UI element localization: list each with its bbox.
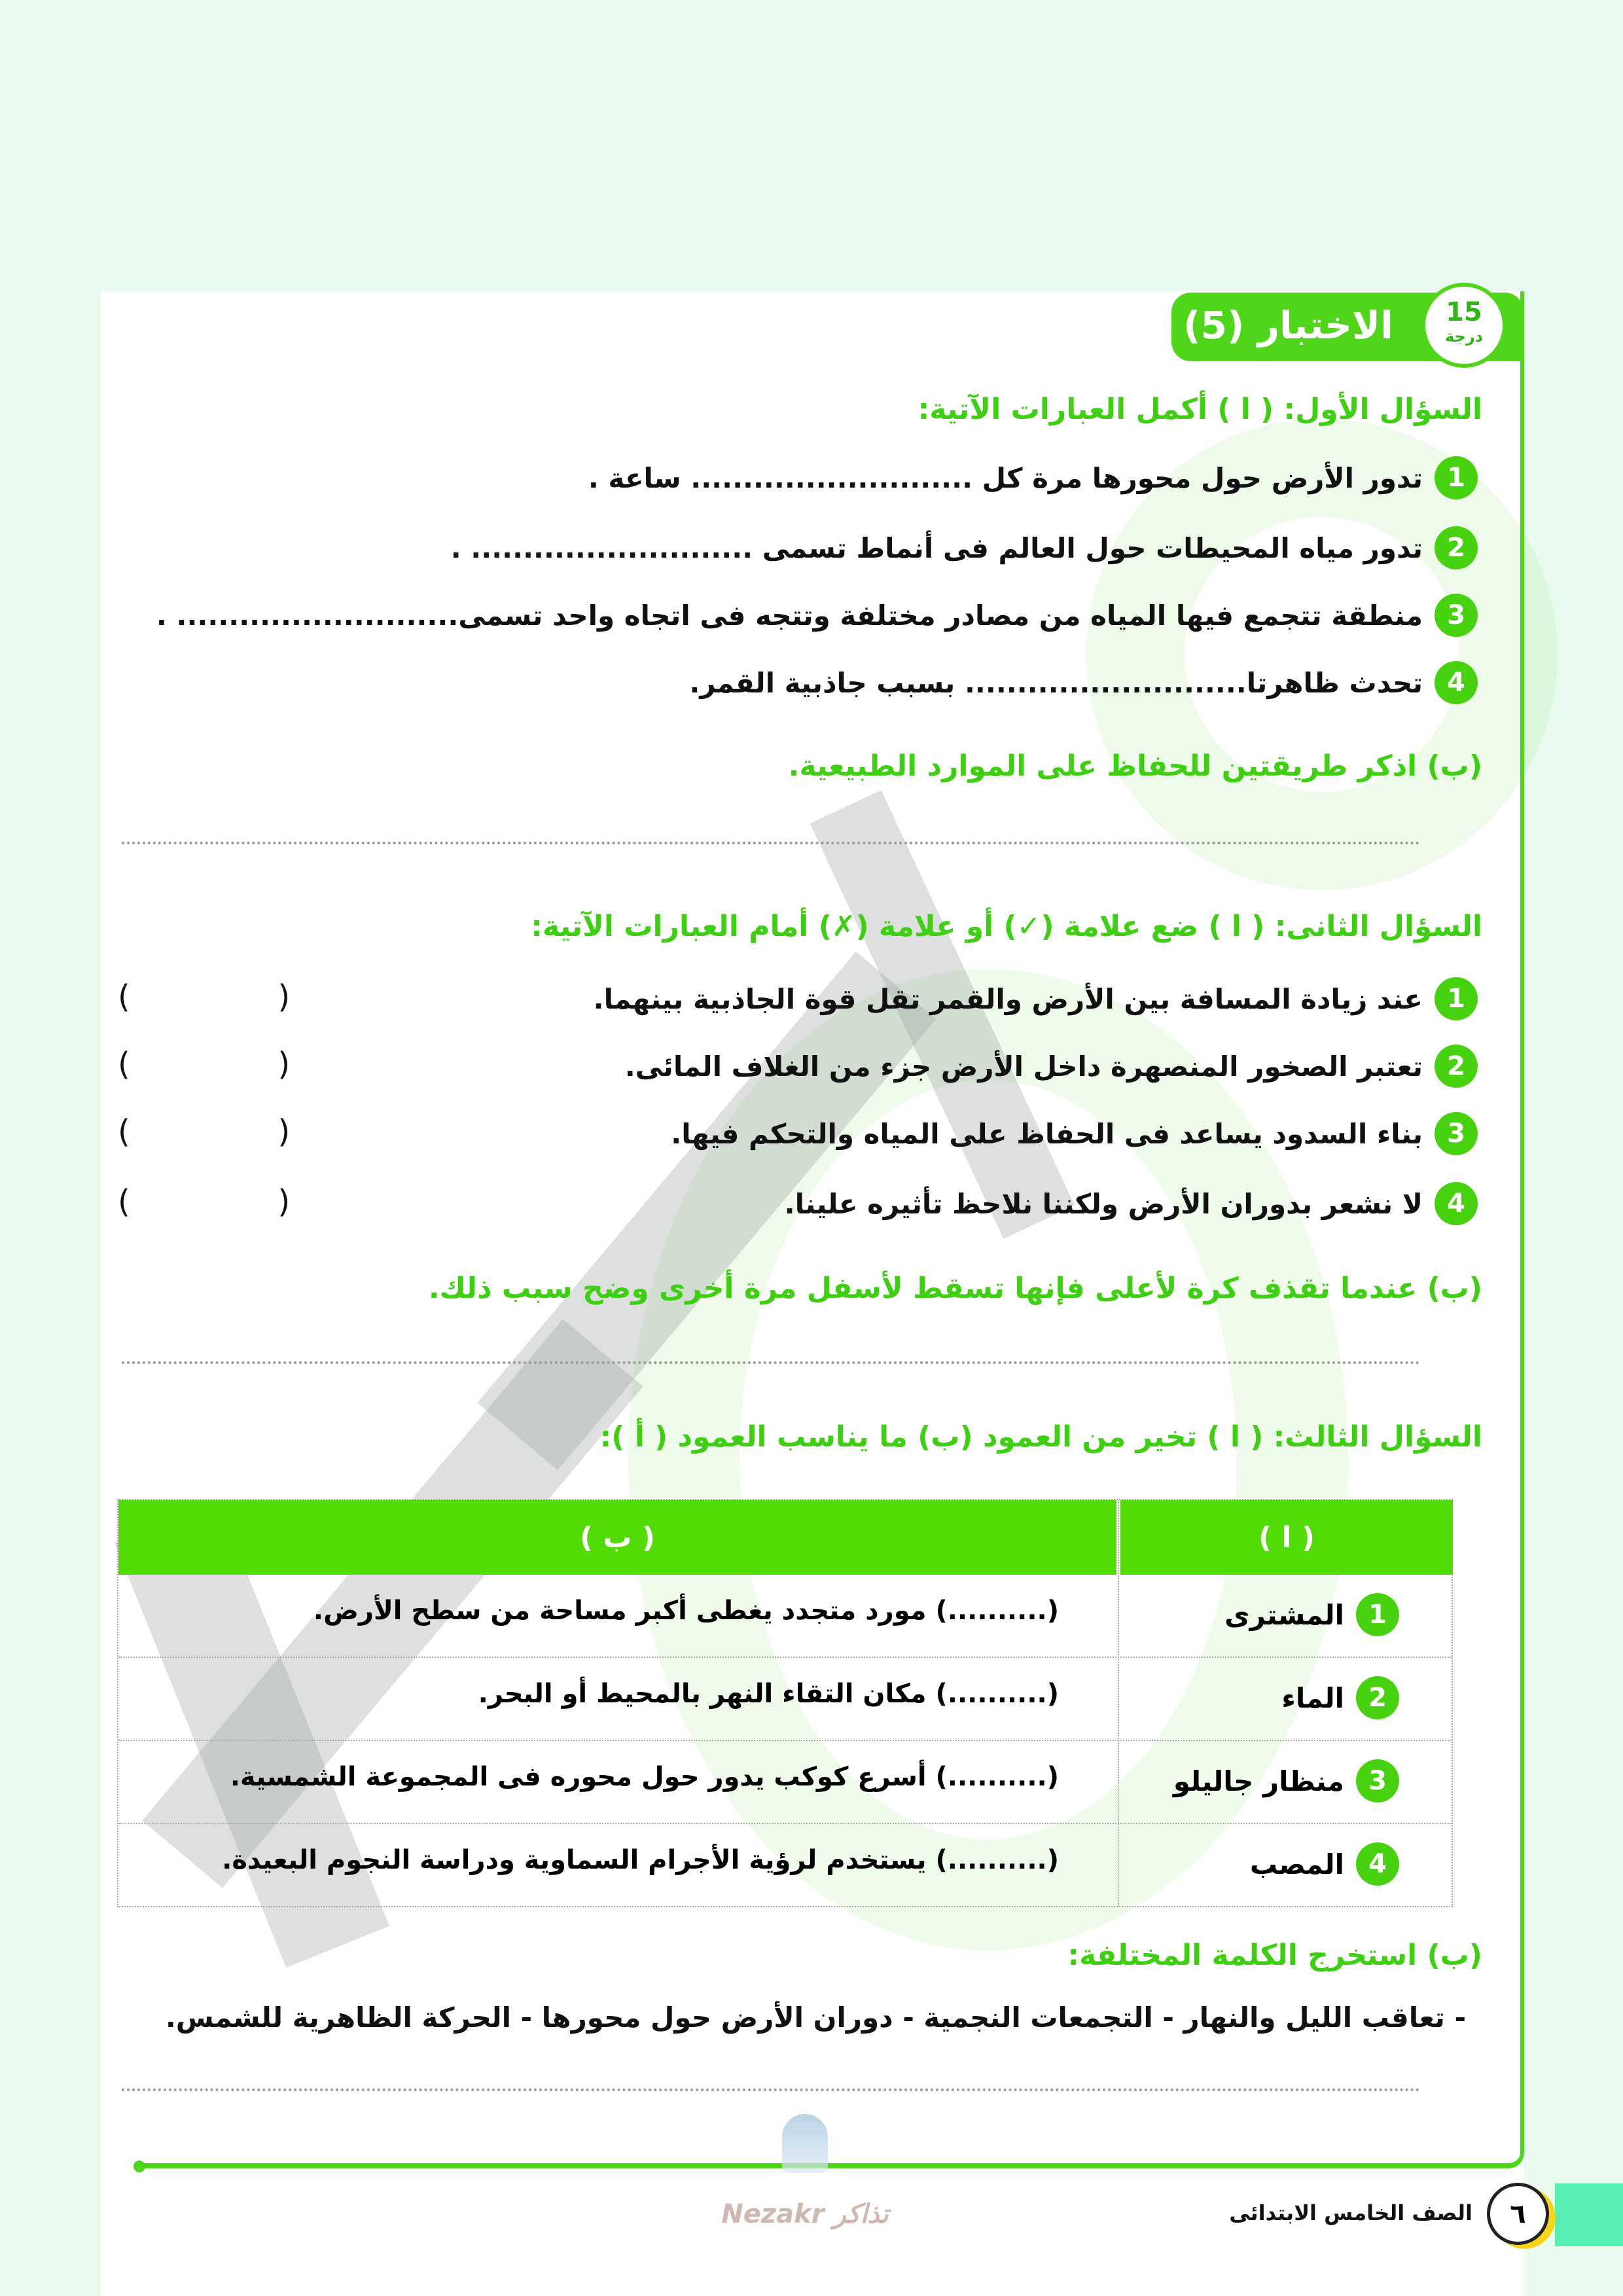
number-badge: 1	[1356, 1593, 1399, 1636]
column-b-header: ( ب )	[118, 1500, 1116, 1575]
answer-bracket[interactable]: ( )	[118, 1183, 291, 1220]
item-text: تعتبر الصخور المنصهرة داخل الأرض جزء من الغلاف المائى.	[624, 1050, 1423, 1083]
q1-item	[451, 526, 1478, 569]
q1-item	[689, 661, 1478, 704]
table-row	[118, 1658, 1452, 1741]
column-a-header: ( ا )	[1120, 1500, 1453, 1575]
table-row	[118, 1824, 1452, 1907]
exam-title: الاختبار (5)	[1183, 303, 1393, 348]
number-badge: 4	[1435, 661, 1478, 704]
q2-item	[785, 1182, 1478, 1225]
q1-item	[156, 594, 1478, 637]
score-unit: درجة	[1445, 327, 1483, 346]
answer-line[interactable]	[122, 2089, 1420, 2091]
logo-text: Nezakr تذاكر	[721, 2199, 889, 2229]
number-badge: 3	[1435, 594, 1478, 637]
column-a-cell: المصب	[1249, 1848, 1344, 1880]
column-b-cell: (..........) مكان التقاء النهر بالمحيط أو البحر.	[478, 1679, 1059, 1709]
footer-strip	[1555, 2183, 1623, 2246]
answer-line[interactable]	[122, 842, 1420, 844]
number-badge: 1	[1435, 456, 1478, 499]
q2-item	[625, 1045, 1478, 1088]
answer-bracket[interactable]: ( )	[118, 1113, 291, 1150]
q2-item	[594, 977, 1478, 1020]
q2-title: السؤال الثانى: ( ا ) ضع علامة (✓) أو علامة (✗) أمام العبارات الآتية:	[531, 910, 1482, 943]
number-badge: 2	[1435, 1045, 1478, 1088]
number-badge: 4	[1435, 1182, 1478, 1225]
number-badge: 2	[1356, 1676, 1399, 1719]
item-text: لا نشعر بدوران الأرض ولكننا نلاحظ تأثيره علينا.	[784, 1187, 1423, 1220]
column-b-cell: (..........) يستخدم لرؤية الأجرام السماوية ودراسة النجوم البعيدة.	[222, 1845, 1059, 1875]
nezakr-logo	[720, 2114, 890, 2245]
q3-title: السؤال الثالث: ( ا ) تخير من العمود (ب) ما يناسب العمود ( أ ):	[599, 1420, 1482, 1454]
q1-item	[588, 456, 1478, 499]
answer-line[interactable]	[122, 1361, 1420, 1364]
graduation-cap-icon	[782, 2114, 828, 2173]
column-b-cell: (..........) مورد متجدد يغطى أكبر مساحة من سطح الأرض.	[313, 1596, 1059, 1626]
item-text: تدور مياه المحيطات حول العالم فى أنماط تسمى ........................... .	[450, 531, 1423, 564]
q2-b-title: (ب) عندما تقذف كرة لأعلى فإنها تسقط لأسفل مرة أخرى وضح سبب ذلك.	[428, 1272, 1482, 1305]
item-text: عند زيادة المسافة بين الأرض والقمر تقل قوة الجاذبية بينهما.	[593, 982, 1423, 1015]
item-text: بناء السدود يساعد فى الحفاظ على المياه والتحكم فيها.	[671, 1117, 1423, 1150]
column-b-cell: (..........) أسرع كوكب يدور حول محوره فى المجموعة الشمسية.	[230, 1762, 1059, 1792]
column-a-cell: الماء	[1281, 1681, 1344, 1714]
number-badge: 3	[1435, 1112, 1478, 1155]
number-badge: 3	[1356, 1759, 1399, 1803]
column-a-cell: المشترى	[1224, 1598, 1344, 1631]
column-a-cell: منظار جاليلو	[1173, 1765, 1344, 1797]
frame-dot	[134, 2161, 145, 2172]
q2-item	[671, 1112, 1478, 1155]
number-badge: 1	[1435, 977, 1478, 1020]
item-text: تدور الأرض حول محورها مرة كل ........................... ساعة .	[588, 461, 1423, 494]
answer-bracket[interactable]: ( )	[118, 1046, 291, 1083]
score-badge	[1421, 283, 1507, 368]
number-badge: 4	[1356, 1842, 1399, 1886]
grade-label: الصف الخامس الابتدائى	[1229, 2200, 1472, 2225]
score-value: 15	[1446, 297, 1482, 327]
matching-table	[117, 1499, 1453, 1907]
table-row	[118, 1575, 1452, 1658]
item-text: منطقة تتجمع فيها المياه من مصادر مختلفة وتتجه فى اتجاه واحد تسمى........................... .	[156, 599, 1423, 632]
answer-bracket[interactable]: ( )	[118, 978, 291, 1015]
item-text: تحدث ظاهرتا........................... بسبب جاذبية القمر.	[689, 666, 1423, 699]
page-number: ٦	[1487, 2183, 1549, 2245]
q1-title: السؤال الأول: ( ا ) أكمل العبارات الآتية:	[918, 393, 1482, 426]
q1-b-title: (ب) اذكر طريقتين للحفاظ على الموارد الطبيعية.	[788, 749, 1482, 783]
table-row	[118, 1741, 1452, 1824]
number-badge: 2	[1435, 526, 1478, 569]
q3-b-title: (ب) استخرج الكلمة المختلفة:	[1067, 1939, 1482, 1972]
word-list: - تعاقب الليل والنهار - التجمعات النجمية - دوران الأرض حول محورها - الحركة الظاهرية للشمس.	[165, 2001, 1466, 2034]
